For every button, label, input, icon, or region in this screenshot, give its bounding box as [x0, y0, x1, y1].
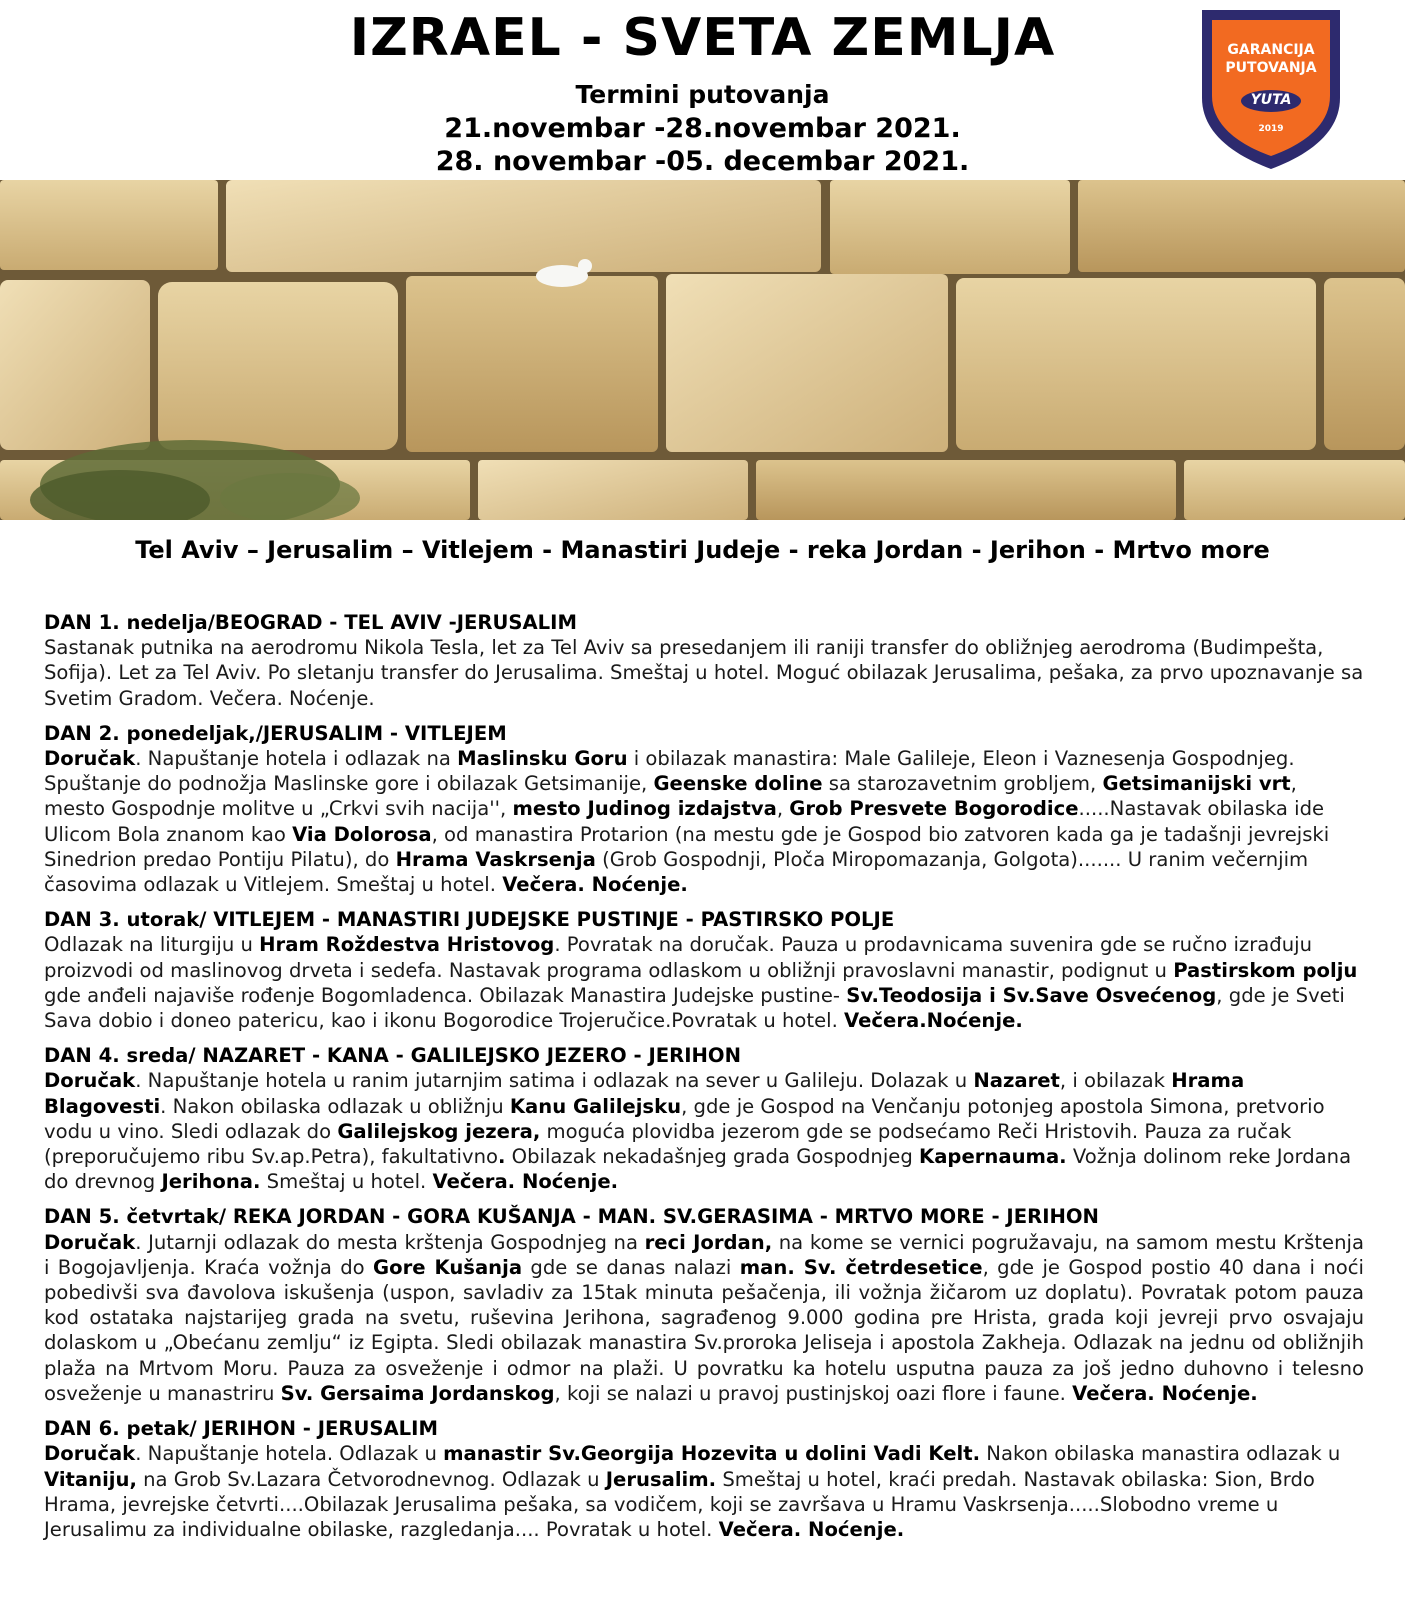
- highlight-text: Večera. Noćenje.: [502, 873, 688, 897]
- description-text: i obilazak manastira: Male Galileje, Eleon i Vaznesenja Gospodnjeg. Spuštanje do podnožja Maslinske gore i obilazak Getsimanije,: [44, 747, 1295, 796]
- day-description: [44, 635, 1364, 711]
- highlight-text: mesto Judinog izdajstva: [512, 797, 777, 821]
- description-text: , od manastira Protarion (na mestu gde je Gospod bio zatvoren kada ga je tadašnji jevrejski Sinedrion predao Pontiju Pilatu), do: [44, 822, 1330, 871]
- badge-line-2: PUTOVANJA: [1225, 60, 1317, 76]
- description-text: Smeštaj u hotel, kraći predah. Nastavak obilaska: Sion, Brdo Hrama, jevrejske četvrti....Obilazak Jerusalima pešaka, sa vodičem, koji se završava u Hramu Vaskrsenja.....Slobodno vreme u Jerusalimu za individualne obilaske, razgledanja.... Povratak u hotel.: [44, 1467, 1315, 1541]
- highlight-text: Pastirskom polju: [1173, 958, 1358, 982]
- day-section: [44, 721, 1364, 897]
- description-text: (Grob Gospodnji, Ploča Miropomazanja, Golgota)....... U ranim večernjim časovima odlazak u Vitlejem. Smeštaj u hotel.: [44, 847, 1309, 897]
- subtitle: Termini putovanja: [575, 80, 830, 109]
- description-text: Nakon obilaska manastira odlazak u: [980, 1442, 1341, 1466]
- day-section: [44, 1204, 1364, 1406]
- highlight-text: reci Jordan,: [644, 1230, 773, 1254]
- day-description: [44, 1068, 1364, 1194]
- description-text: gde anđeli najaviše rođenje Bogomladenca. Obilazak Manastira Judejske pustine-: [44, 983, 847, 1007]
- highlight-text: manastir Sv.Georgija Hozevita u dolini Vadi Kelt.: [443, 1442, 981, 1466]
- day-description: [44, 932, 1364, 1033]
- highlight-text: Večera. Noćenje.: [1072, 1381, 1258, 1405]
- description-text: . Napuštanje hotela u ranim jutarnjim satima i odlazak na sever u Galileju. Dolazak u: [135, 1069, 974, 1093]
- description-text: Odlazak na liturgiju u: [44, 933, 260, 957]
- highlight-text: Doručak: [44, 1069, 136, 1093]
- highlight-text: Hram Roždestva Hristovog: [259, 933, 555, 957]
- highlight-text: Vitaniju,: [44, 1467, 137, 1491]
- description-text: Smeštaj u hotel.: [260, 1170, 433, 1194]
- highlight-text: Doručak: [44, 747, 136, 771]
- highlight-text: Maslinsku Goru: [457, 747, 628, 771]
- description-text: sa starozavetnim grobljem,: [822, 772, 1103, 796]
- description-text: .....Nastavak obilaska ide Ulicom Bola znanom kao: [44, 797, 1325, 846]
- day-description: [44, 1441, 1364, 1542]
- highlight-text: Getsimanijski vrt: [1102, 772, 1291, 796]
- description-text: na kome se vernici pogružavaju, na samom mestu Krštenja i Bogojavljenja. Kraća vožnja do: [44, 1230, 1364, 1279]
- highlight-text: .: [498, 1145, 506, 1169]
- day-title: DAN 2. ponedeljak,/JERUSALIM - VITLEJEM: [44, 721, 507, 745]
- day-section: [44, 907, 1364, 1033]
- highlight-text: Večera. Noćenje.: [432, 1170, 619, 1194]
- day-section: [44, 610, 1364, 711]
- highlight-text: Sv.Teodosija i Sv.Save Osvećenog: [846, 983, 1217, 1007]
- day-section: [44, 1416, 1364, 1542]
- travel-date-2: 28. novembar -05. decembar 2021.: [435, 146, 970, 177]
- day-title: DAN 3. utorak/ VITLEJEM - MANASTIRI JUDEJSKE PUSTINJE - PASTIRSKO POLJE: [44, 908, 895, 932]
- description-text: , koji se nalazi u pravoj pustinjskoj oazi flore i faune.: [554, 1381, 1073, 1405]
- route-heading: Tel Aviv – Jerusalim – Vitlejem - Manastiri Judeje - reka Jordan - Jerihon - Mrtvo more: [135, 536, 1270, 564]
- highlight-text: Doručak: [44, 1230, 136, 1254]
- highlight-text: Hrama Vaskrsenja: [395, 847, 596, 871]
- western-wall-photo: [0, 180, 1405, 520]
- highlight-text: Jerihona.: [161, 1170, 261, 1194]
- description-text: , gde je Gospod postio 40 dana i noći pobedivši sva đavolova iskušenja (uspon, savladiv za 15tak minuta pešačenja, ili vožnja žičarom uz doplatu). Povratak potom pauza kod ostataka najstarijeg grada na svetu, ruševina Jerihona, sagrađenog 9.000 godina pre Hrista, grada koji jevreji prvo osvajaju dolaskom u „Obećanu zemlju“ iz Egipta. Sledi obilazak manastira Sv.proroka Jeliseja i apostola Zakheja. Odlazak na jednu od obližnjih plaža na Mrtvom Moru. Pauza za osveženje i odmor na plaži. U povratku ka hotelu usputna pauza za još jedno duhovno i telesno osveženje u manastriru: [44, 1255, 1364, 1405]
- highlight-text: Hrama Blagovesti: [44, 1069, 1245, 1118]
- itinerary: [44, 610, 1364, 1552]
- description-text: , i obilazak: [1059, 1069, 1172, 1093]
- yuta-logo: YUTA: [1250, 92, 1292, 108]
- highlight-text: Nazaret: [973, 1069, 1060, 1093]
- highlight-text: Geenske doline: [653, 772, 823, 796]
- highlight-text: man. Sv. četrdesetice: [739, 1255, 983, 1279]
- description-text: ,: [776, 797, 790, 821]
- guarantee-badge: [1198, 6, 1344, 172]
- description-text: . Napuštanje hotela. Odlazak u: [135, 1442, 444, 1466]
- day-description: [44, 746, 1364, 897]
- highlight-text: Doručak: [44, 1442, 136, 1466]
- highlight-text: Večera.Noćenje.: [844, 1009, 1023, 1033]
- description-text: gde se danas nalazi: [522, 1255, 740, 1279]
- description-text: . Napuštanje hotela i odlazak na: [135, 747, 458, 771]
- highlight-text: Kanu Galilejsku: [509, 1094, 682, 1118]
- page-title: IZRAEL - SVETA ZEMLJA: [349, 8, 1056, 68]
- description-text: , mesto Gospodnje molitve u „Crkvi svih nacija'',: [44, 772, 1297, 821]
- description-text: Sastanak putnika na aerodromu Nikola Tesla, let za Tel Aviv sa presedanjem ili raniji transfer do obližnjeg aerodroma (Budimpešta, Sofija). Let za Tel Aviv. Po sletanju transfer do Jerusalima. Smeštaj u hotel. Moguć obilazak Jerusalima, pešaka, za prvo upoznavanje sa Svetim Gradom. Večera. Noćenje.: [44, 636, 1364, 710]
- highlight-text: Grob Presvete Bogorodice: [789, 797, 1079, 821]
- description-text: Obilazak nekadašnjeg grada Gospodnjeg: [505, 1145, 920, 1169]
- description-text: moguća plovidba jezerom gde se podsećamo Reči Hristovih. Pauza za ručak (preporučujemo ribu Sv.ap.Petra), fakultativno: [44, 1119, 1292, 1169]
- highlight-text: Jerusalim.: [605, 1467, 717, 1491]
- badge-line-1: GARANCIJA: [1227, 42, 1315, 58]
- day-title: DAN 6. petak/ JERIHON - JERUSALIM: [44, 1417, 438, 1441]
- day-title: DAN 1. nedelja/BEOGRAD - TEL AVIV -JERUSALIM: [44, 611, 577, 634]
- highlight-text: Via Dolorosa: [292, 822, 432, 846]
- description-text: . Jutarnji odlazak do mesta krštenja Gospodnjeg na: [135, 1230, 645, 1254]
- day-section: [44, 1043, 1364, 1194]
- description-text: . Povratak na doručak. Pauza u prodavnicama suvenira gde se ručno izrađuju proizvodi od maslinovog drveta i sedefa. Nastavak programa odlaskom u obližnji pravoslavni manastir, podignut u: [44, 933, 1312, 982]
- day-title: DAN 5. četvrtak/ REKA JORDAN - GORA KUŠANJA - MAN. SV.GERASIMA - MRTVO MORE - JERIHON: [44, 1205, 1099, 1229]
- description-text: , gde je Sveti Sava dobio i doneo patericu, kao i ikonu Bogorodice Trojeručice.Povratak u hotel.: [44, 983, 1345, 1033]
- highlight-text: Galilejskog jezera,: [337, 1119, 541, 1143]
- day-description: [44, 1230, 1364, 1406]
- description-text: . Nakon obilaska odlazak u obližnju: [160, 1094, 510, 1118]
- highlight-text: Večera. Noćenje.: [718, 1517, 905, 1541]
- description-text: na Grob Sv.Lazara Četvorodnevnog. Odlazak u: [136, 1467, 606, 1491]
- highlight-text: Sv. Gersaima Jordanskog: [280, 1381, 555, 1405]
- description-text: , gde je Gospod na Venčanju potonjeg apostola Simona, pretvorio vodu u vino. Sledi odlazak do: [44, 1094, 1325, 1143]
- travel-date-1: 21.novembar -28.novembar 2021.: [444, 113, 961, 144]
- description-text: Vožnja dolinom reke Jordana do drevnog: [44, 1145, 1352, 1194]
- highlight-text: Gore Kušanja: [373, 1255, 523, 1279]
- header: [0, 0, 1405, 180]
- badge-year: 2019: [1258, 124, 1284, 134]
- day-title: DAN 4. sreda/ NAZARET - KANA - GALILEJSKO JEZERO - JERIHON: [44, 1044, 741, 1068]
- highlight-text: Kapernauma.: [919, 1145, 1067, 1169]
- shield-icon: [1198, 6, 1344, 172]
